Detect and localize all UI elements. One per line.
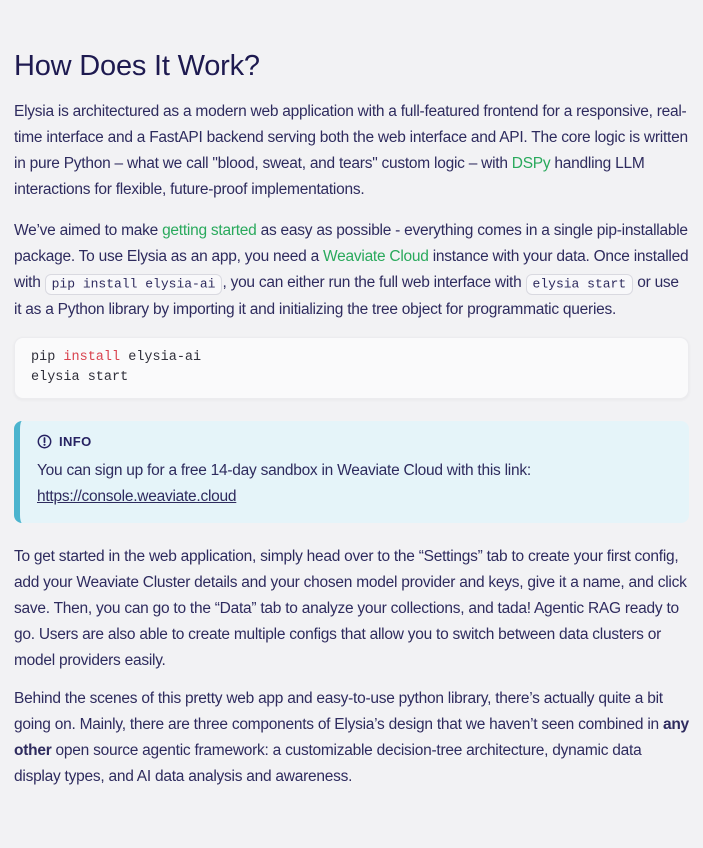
elysia-start-inline-code: elysia start	[526, 274, 634, 295]
paragraph-behind-the-scenes: Behind the scenes of this pretty web app and easy-to-use python library, there’s actually quite a bit going on. Mainly, there are three components of Elysia’s design that we haven’t seen combined in any other open source agentic framework: a customizable decision-tree architecture, dynamic data display types, and AI data analysis and awareness.	[14, 690, 689, 785]
pip-install-inline-code: pip install elysia-ai	[45, 274, 223, 295]
bold-text: any other	[14, 716, 689, 759]
code-block	[14, 337, 689, 399]
code-line: elysia start	[31, 370, 129, 385]
paragraph-getting-started: We’ve aimed to make getting started as easy as possible - everything comes in a single pip-installable package. To use Elysia as an app, you need a Weaviate Cloud instance with your data. Once installed with pip install elysia-ai , you can either run the full web interface with elysia start or use it as a Python library by importing it and initializing the tree object for programmatic queries.	[14, 222, 689, 318]
console-weaviate-cloud-link[interactable]: https://console.weaviate.cloud	[37, 488, 237, 505]
admonition-title	[37, 434, 669, 449]
page-title: How Does It Work?	[14, 50, 260, 82]
paragraph-web-app-steps: To get started in the web application, simply head over to the “Settings” tab to create your first config, add your Weaviate Cluster details and your chosen model provider and keys, give it a name, and click save. Then, you can go to the “Data” tab to analyze your collections, and tada! Agentic RAG ready to go. Users are also able to create multiple configs that allow you to switch between data clusters or model providers easily.	[14, 548, 687, 669]
article-content	[14, 48, 689, 790]
code-line: pip install elysia-ai	[31, 350, 202, 365]
info-admonition	[14, 421, 689, 523]
paragraph-intro: Elysia is architectured as a modern web application with a full-featured frontend for a responsive, real-time interface and a FastAPI backend serving both the web interface and API. The core logic is written in pure Python – what we call "blood, sweat, and tears" custom logic – with DSPy handling LLM interactions for flexible, future-proof implementations.	[14, 103, 688, 198]
getting-started-link[interactable]: getting started	[162, 222, 257, 239]
weaviate-cloud-link[interactable]: Weaviate Cloud	[323, 248, 429, 265]
admonition-label: INFO	[59, 434, 92, 449]
info-circle-icon	[37, 434, 52, 449]
code-keyword: install	[63, 350, 121, 365]
dspy-link[interactable]: DSPy	[511, 155, 551, 172]
admonition-body: You can sign up for a free 14-day sandbox in Weaviate Cloud with this link: https://console.weaviate.cloud	[37, 462, 531, 505]
